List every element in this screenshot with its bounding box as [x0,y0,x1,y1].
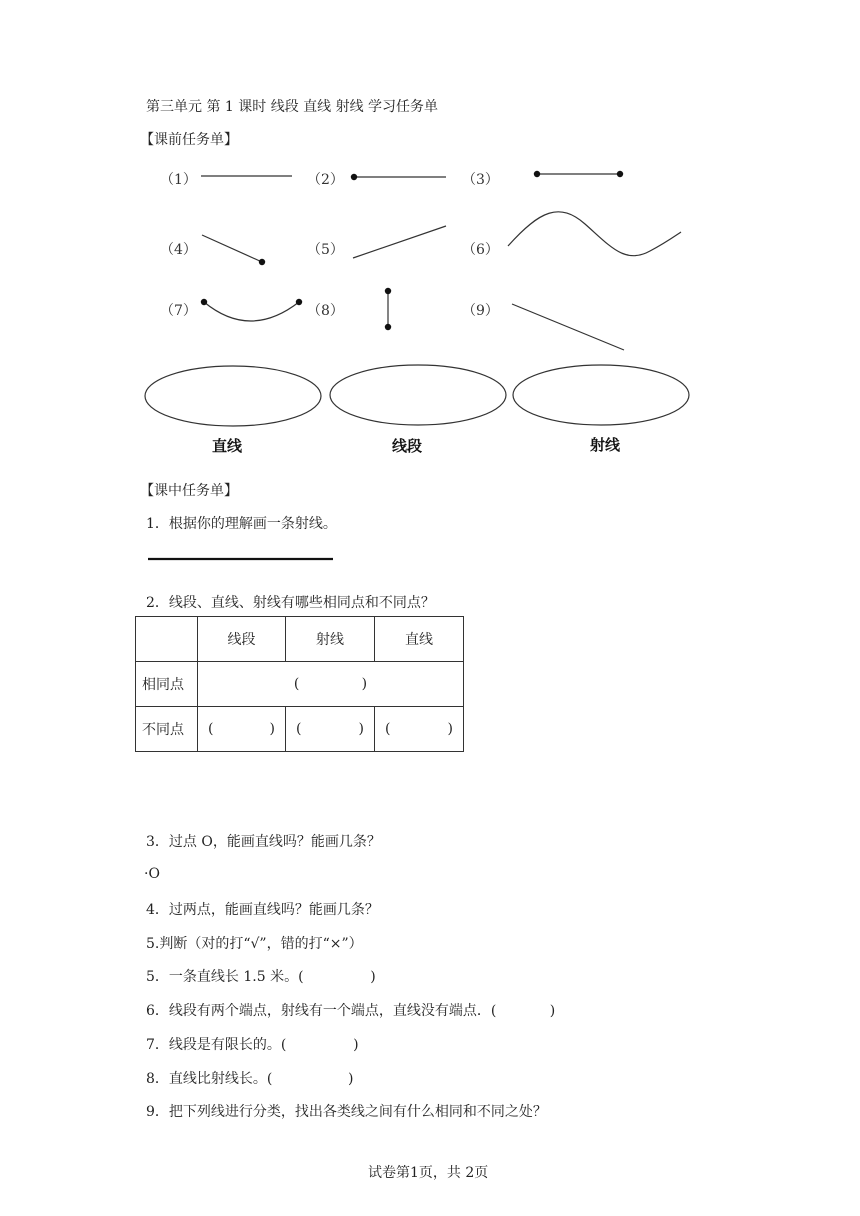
answer-blank-diff-line[interactable] [375,707,464,752]
figure-label-5: （5） [307,242,344,258]
comparison-table [135,616,464,752]
page-footer: 试卷第1页，共 2页 [368,1165,489,1181]
figure-label-4: （4） [160,242,197,258]
question-9: 9．把下列线进行分类，找出各类线之间有什么相同和不同之处？ [146,1104,547,1120]
figure-9-line [512,304,624,350]
figure-2-endpoint [351,174,357,180]
figure-5-line [353,226,446,258]
figure-3-endpoint-a [534,171,540,177]
table-header-row [136,617,464,662]
row-label-same: 相同点 [136,662,198,707]
question-3: 3．过点 O，能画直线吗？能画几条？ [146,834,381,850]
paren-close: ) [358,721,364,737]
paren-open: ( [385,721,391,737]
table-row-same [136,662,464,707]
figure-label-8: （8） [307,303,344,319]
category-label-ray: 射线 [590,436,621,454]
figure-label-6: （6） [462,242,499,258]
paren-open: ( [296,721,302,737]
pre-task-heading: 【课前任务单】 [140,132,238,148]
category-label-straight-line: 直线 [212,437,243,455]
question-2: 2．线段、直线、射线有哪些相同点和不同点？ [146,595,435,611]
table-corner-cell [136,617,198,662]
figure-7-endpoint-b [296,299,302,305]
table-header-ray: 射线 [286,617,375,662]
paren-close: ) [269,721,275,737]
category-oval-straight-line [145,366,321,426]
figure-8-endpoint-a [385,288,391,294]
figure-6-curve [508,212,681,256]
figure-label-9: （9） [462,303,499,319]
figure-4-ray [202,235,262,262]
figure-8-endpoint-b [385,324,391,330]
table-header-segment: 线段 [198,617,286,662]
in-task-heading: 【课中任务单】 [140,483,238,499]
figure-label-2: （2） [307,172,344,188]
category-oval-segment [330,365,506,425]
judge-intro: 5.判断（对的打“√”，错的打“×”） [146,936,363,952]
category-label-segment: 线段 [392,437,423,455]
page-title: 第三单元 第 1 课时 线段 直线 射线 学习任务单 [146,99,439,115]
answer-blank-diff-ray[interactable] [286,707,375,752]
table-row-diff [136,707,464,752]
figure-label-3: （3） [462,172,499,188]
figure-4-endpoint [259,259,265,265]
question-4: 4．过两点，能画直线吗？能画几条？ [146,902,379,918]
figure-7-arc [204,302,299,321]
row-label-diff: 不同点 [136,707,198,752]
answer-blank-same[interactable]: ( ) [198,662,464,707]
question-1: 1．根据你的理解画一条射线。 [146,516,337,532]
figure-label-7: （7） [160,303,197,319]
question-5: 5．一条直线长 1.5 米。( ) [146,969,376,985]
paren-close: ) [447,721,453,737]
paren-open: ( [208,721,214,737]
question-7: 7．线段是有限长的。( ) [146,1037,359,1053]
figure-7-endpoint-a [201,299,207,305]
answer-blank-diff-segment[interactable] [198,707,286,752]
point-o: ·O [144,866,160,882]
question-8: 8．直线比射线长。( ) [146,1071,354,1087]
category-oval-ray [513,365,689,425]
figure-label-1: （1） [160,172,197,188]
table-header-line: 直线 [375,617,464,662]
figure-3-endpoint-b [617,171,623,177]
question-6: 6．线段有两个端点，射线有一个端点，直线没有端点．( ) [146,1003,556,1019]
